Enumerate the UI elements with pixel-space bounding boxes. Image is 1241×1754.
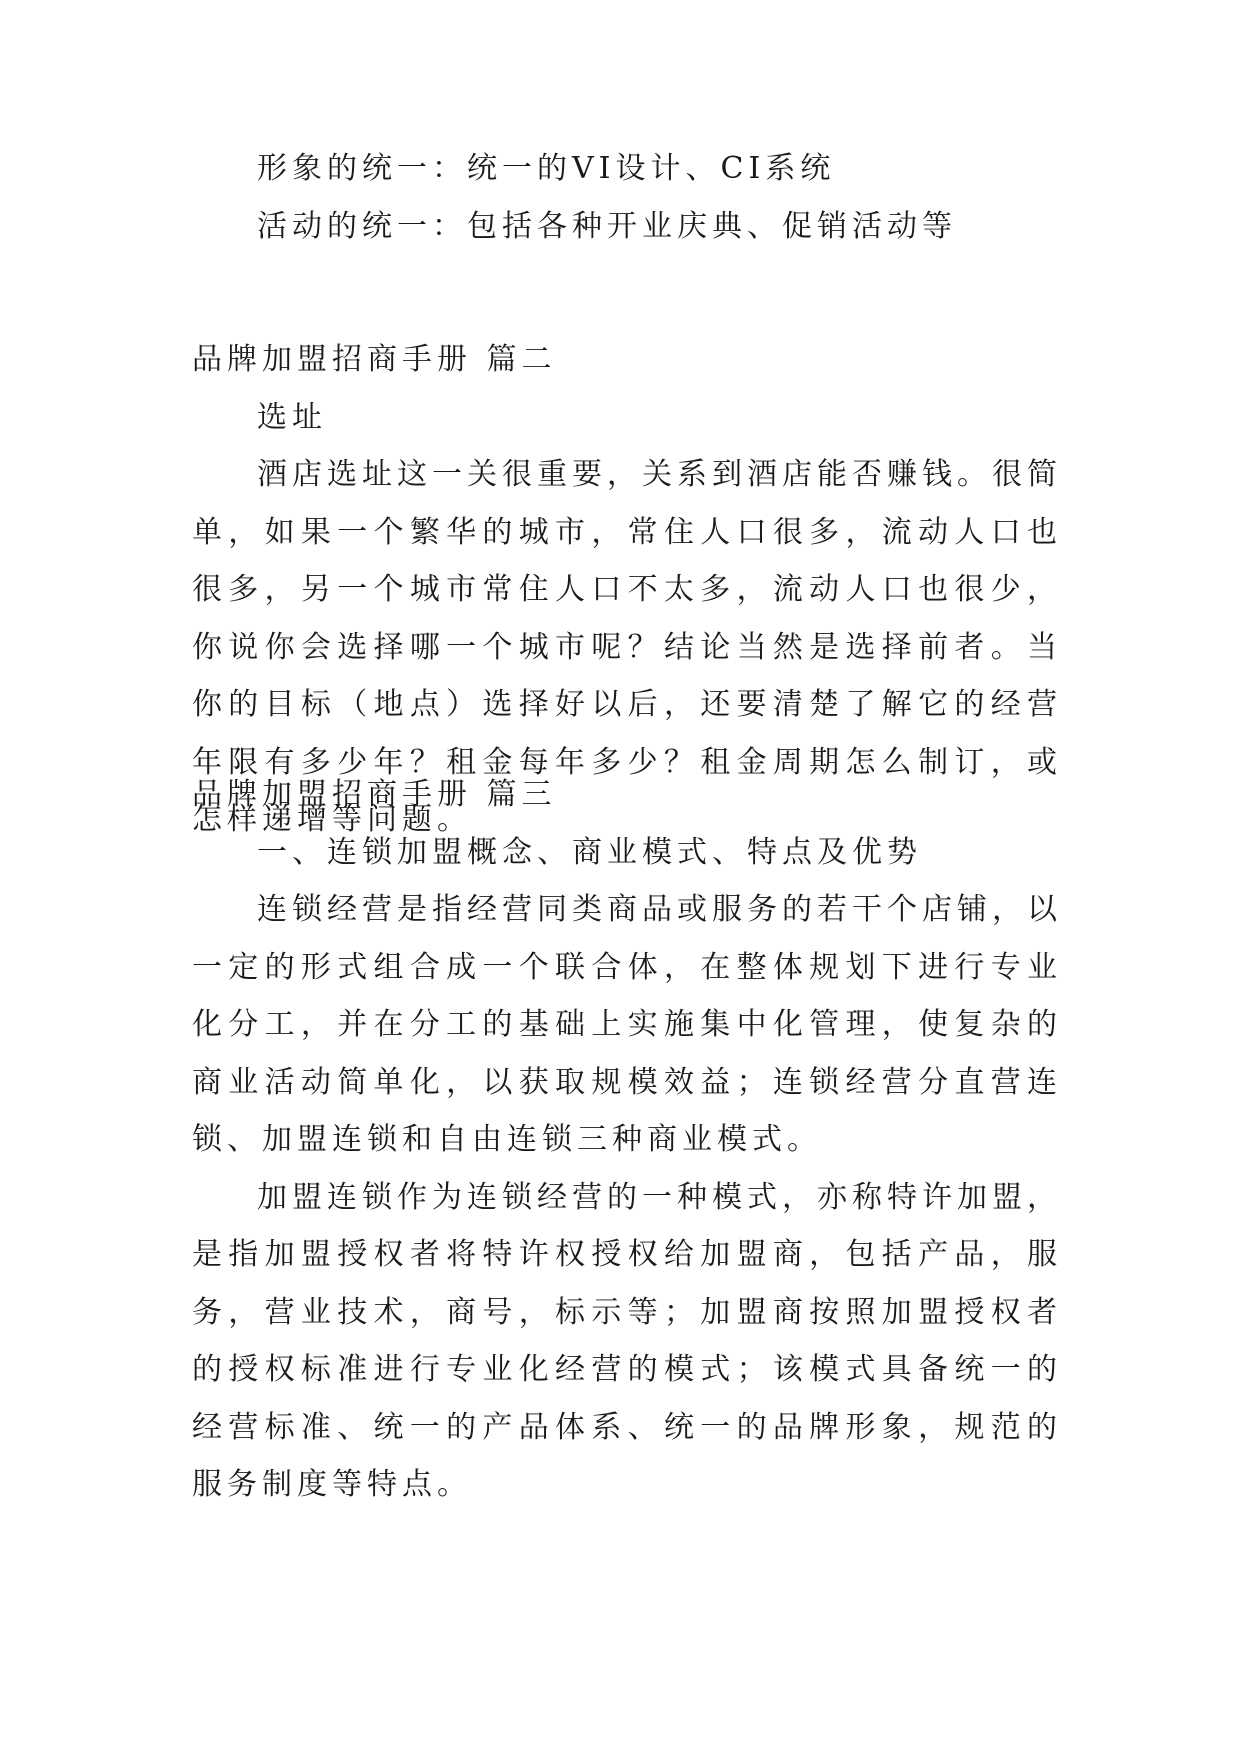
section-2-title: 品牌加盟招商手册 篇二 [192,342,557,377]
section-3-subtitle: 一、连锁加盟概念、商业模式、特点及优势 [257,834,922,870]
intro-line-activity-unity: 活动的统一：包括各种开业庆典、促销活动等 [257,208,957,244]
section-3-paragraph-2: 加盟连锁作为连锁经营的一种模式，亦称特许加盟，是指加盟授权者将特许权授权给加盟商，包括产品，服务，营业技术，商号，标示等；加盟商按照加盟授权者的授权标准进行专业化经营的模式；该模式具备统一的经营标准、统一的产品体系、统一的品牌形象，规范的服务制度等特点。 [192,1179,1062,1502]
section-2-subtitle: 选址 [257,399,327,435]
section-3 [192,766,1062,1514]
intro-block [192,140,1062,255]
section-2-paragraph-1: 酒店选址这一关很重要，关系到酒店能否赚钱。很简单，如果一个繁华的城市，常住人口很多，流动人口也很多，另一个城市常住人口不太多，流动人口也很少，你说你会选择哪一个城市呢？结论当然是选择前者。当你的目标（地点）选择好以后，还要清楚了解它的经营年限有多少年？租金每年多少？租金周期怎么制订，或怎样递增等问题。 [192,457,1062,837]
section-3-title: 品牌加盟招商手册 篇三 [192,777,557,812]
section-3-paragraph-1: 连锁经营是指经营同类商品或服务的若干个店铺，以一定的形式组合成一个联合体，在整体规划下进行专业化分工，并在分工的基础上实施集中化管理，使复杂的商业活动简单化，以获取规模效益；连锁经营分直营连锁、加盟连锁和自由连锁三种商业模式。 [192,892,1062,1157]
intro-line-image-unity: 形象的统一：统一的VI设计、CI系统 [257,151,836,186]
